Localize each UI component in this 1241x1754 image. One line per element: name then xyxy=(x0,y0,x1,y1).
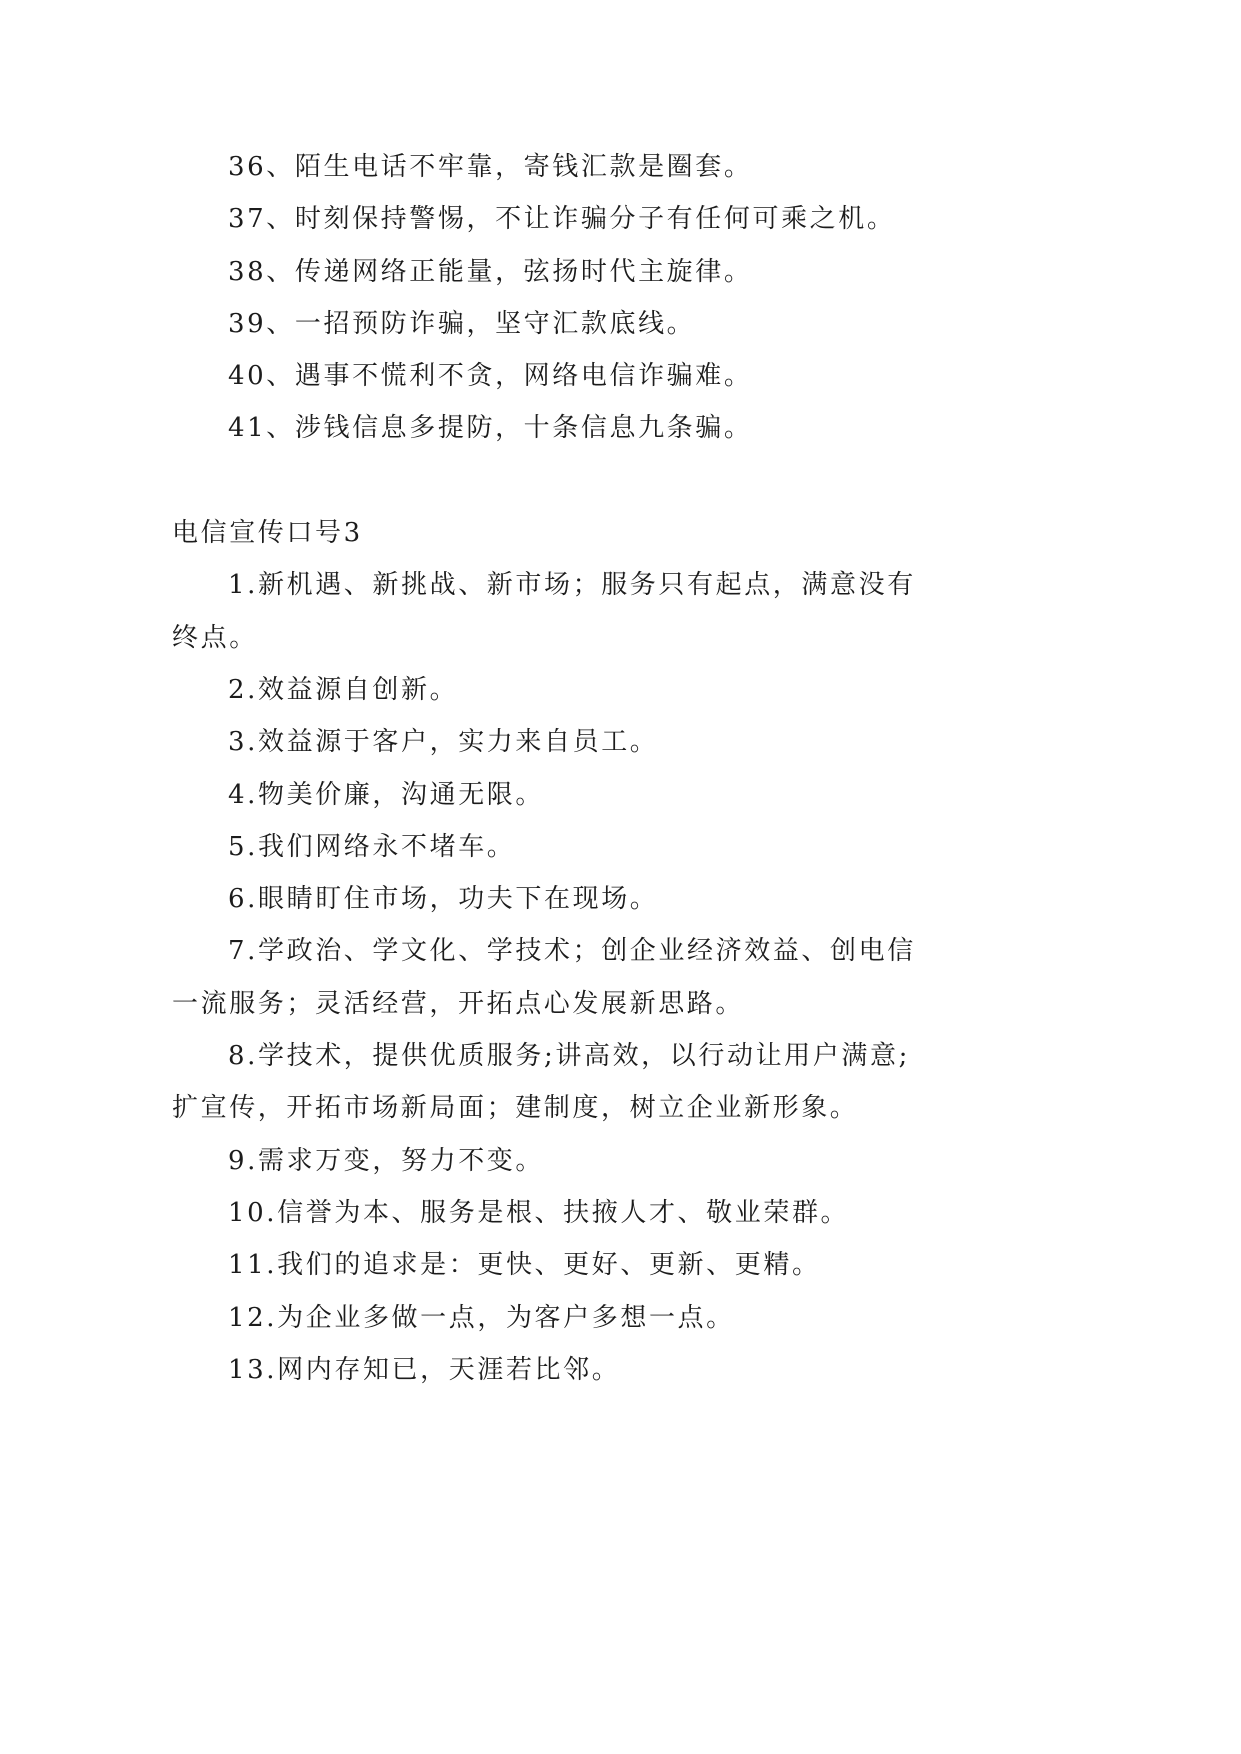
slogan-line: 9.需求万变，努力不变。 xyxy=(228,1145,545,1176)
slogan-item-2 xyxy=(172,664,938,716)
slogan-item-8 xyxy=(172,1030,938,1135)
slogan-item-13 xyxy=(172,1344,938,1396)
slogan-item-5 xyxy=(172,821,938,873)
slogan-line: 13.网内存知已，天涯若比邻。 xyxy=(228,1354,621,1385)
slogan-item-4 xyxy=(172,769,938,821)
slogan-item-37: 37、时刻保持警惕，不让诈骗分子有任何可乘之机。 xyxy=(228,204,896,235)
slogan-item-39: 39、一招预防诈骗，坚守汇款底线。 xyxy=(228,308,696,339)
slogan-line: 终点。 xyxy=(172,622,258,653)
slogan-line: 12.为企业多做一点，为客户多想一点。 xyxy=(228,1302,735,1333)
slogan-item-40: 40、遇事不慌利不贪，网络电信诈骗难。 xyxy=(228,361,753,392)
slogan-item-12 xyxy=(172,1292,938,1344)
slogan-line: 2.效益源自创新。 xyxy=(228,674,459,705)
slogan-line: 4.物美价廉，沟通无限。 xyxy=(228,779,545,810)
slogan-item-1 xyxy=(172,559,938,664)
slogan-line: 10.信誉为本、服务是根、扶掖人才、敬业荣群。 xyxy=(228,1197,850,1228)
slogan-line: 6.眼睛盯住市场，功夫下在现场。 xyxy=(228,884,659,915)
slogan-list-continued xyxy=(172,141,938,455)
slogan-line: 3.效益源于客户，实力来自员工。 xyxy=(228,727,659,758)
section-heading: 电信宣传口号3 xyxy=(172,518,363,549)
slogan-line: 一流服务；灵活经营，开拓点心发展新思路。 xyxy=(172,988,745,1019)
slogan-line: 8.学技术，提供优质服务;讲高效，以行动让用户满意; xyxy=(228,1041,910,1072)
blank-line xyxy=(172,455,938,507)
slogan-item-3 xyxy=(172,716,938,768)
slogan-line: 1.新机遇、新挑战、新市场；服务只有起点，满意没有 xyxy=(228,570,916,601)
slogan-item-9 xyxy=(172,1135,938,1187)
slogan-item-38: 38、传递网络正能量，弦扬时代主旋律。 xyxy=(228,256,753,287)
slogan-line: 5.我们网络永不堵车。 xyxy=(228,831,516,862)
slogan-item-36: 36、陌生电话不牢靠，寄钱汇款是圈套。 xyxy=(228,152,753,182)
slogan-item-10 xyxy=(172,1187,938,1239)
slogan-item-11 xyxy=(172,1239,938,1291)
slogan-line: 7.学政治、学文化、学技术；创企业经济效益、创电信 xyxy=(228,936,916,967)
slogan-line: 11.我们的追求是：更快、更好、更新、更精。 xyxy=(228,1250,821,1281)
slogan-line: 扩宣传，开拓市场新局面；建制度，树立企业新形象。 xyxy=(172,1093,859,1124)
slogan-item-6 xyxy=(172,873,938,925)
slogan-item-7 xyxy=(172,925,938,1030)
slogan-item-41: 41、涉钱信息多提防，十条信息九条骗。 xyxy=(228,413,753,444)
